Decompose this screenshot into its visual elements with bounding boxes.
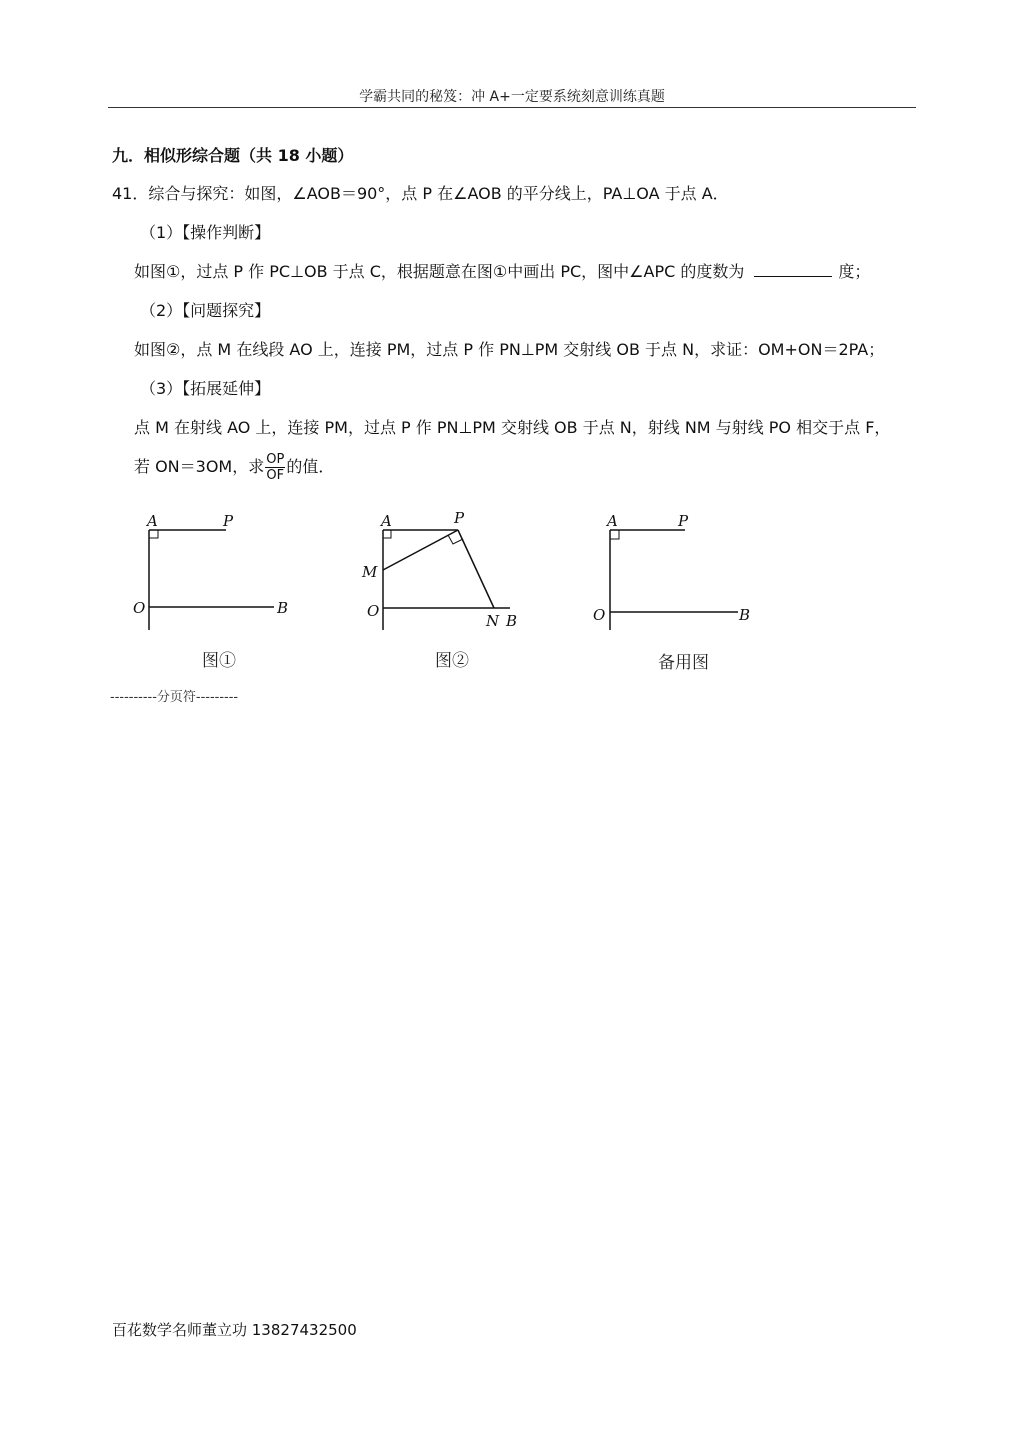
fig1-label-A: A [147,512,158,530]
part3-line2-after: 的值． [286,457,335,476]
ratio-fraction [265,452,285,483]
fig2-right-angle-mark-A [383,530,391,538]
part3-heading: （3）【拓展延伸】 [140,379,271,398]
part1-heading: （1）【操作判断】 [140,223,271,242]
figure-1-caption: 图① [202,651,236,671]
answer-blank[interactable] [754,262,832,277]
fig3-right-angle-mark [610,530,619,539]
fig2-label-M: M [362,563,378,581]
part3-line1: 点 M 在射线 AO 上，连接 PM，过点 P 作 PN⊥PM 交射线 OB 于点 N，射线 NM 与射线 PO 相交于点 F， [134,418,891,437]
part1-text [134,262,870,282]
page-break-marker: ----------分页符--------- [110,690,239,705]
part2-heading: （2）【问题探究】 [140,301,271,320]
fraction-numerator: OP [266,452,285,467]
header-rule [108,107,916,108]
page-footer: 百花数学名师董立功 13827432500 [112,1321,357,1339]
figure-3-caption: 备用图 [658,653,709,673]
fig2-line-PM [383,530,458,570]
fig1-label-B: B [277,599,289,617]
fig2-line-PN [458,530,494,608]
fig1-right-angle-mark [149,530,158,538]
fig2-label-A: A [381,512,392,530]
fig2-label-O: O [367,602,380,620]
figure-1 [120,505,310,640]
part1-text-before: 如图①，过点 P 作 PC⊥OB 于点 C，根据题意在图①中画出 PC，图中∠APC 的度数为 [134,262,745,281]
part2-text: 如图②，点 M 在线段 AO 上，连接 PM，过点 P 作 PN⊥PM 交射线 OB 于点 N，求证：OM+ON＝2PA； [134,340,885,359]
problem-intro: 41．综合与探究：如图，∠AOB＝90°，点 P 在∠AOB 的平分线上，PA⊥OA 于点 A． [112,184,729,203]
section-title: 九．相似形综合题（共 18 小题） [112,146,354,165]
fig2-label-N: N [486,612,500,630]
part3-line2 [134,452,334,483]
page-header: 学霸共同的秘笈：冲 A+一定要系统刻意训练真题 [359,89,665,105]
fig3-label-O: O [593,606,606,624]
part1-text-after: 度； [838,262,871,281]
fig2-label-B: B [506,612,518,630]
fig2-label-P: P [454,509,465,527]
fig3-label-P: P [678,512,689,530]
figure-2-caption: 图② [435,651,469,671]
fig3-label-A: A [607,512,618,530]
fraction-denominator: OF [266,468,285,483]
part3-line2-before: 若 ON＝3OM，求 [134,457,265,476]
figure-3 [585,505,775,640]
fig3-label-B: B [739,606,751,624]
figure-2 [355,505,545,640]
fig1-label-O: O [133,599,146,617]
fig1-label-P: P [223,512,234,530]
